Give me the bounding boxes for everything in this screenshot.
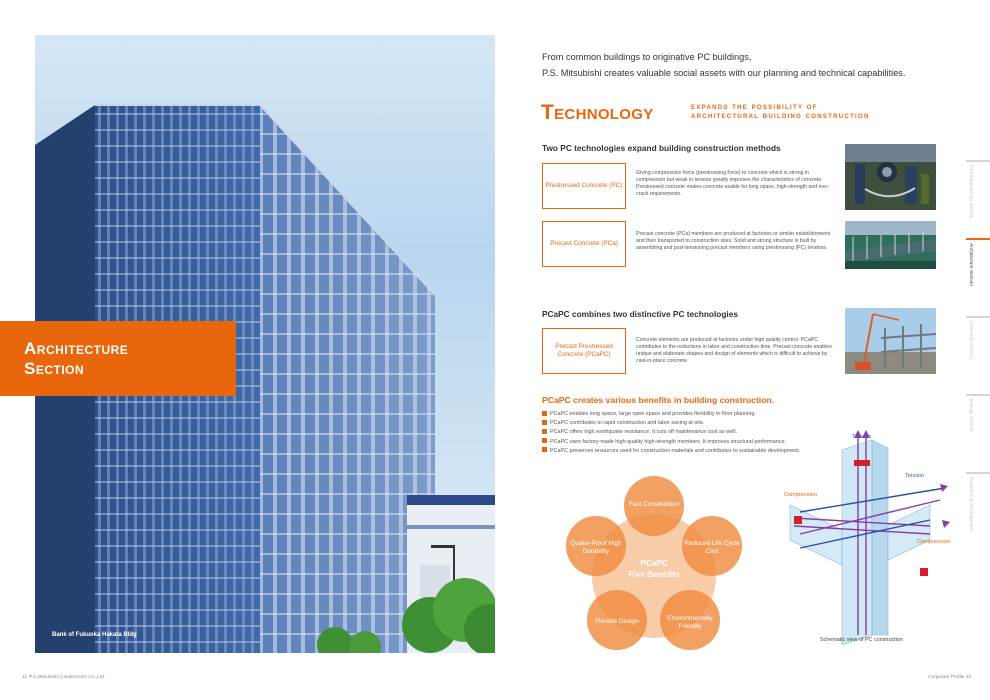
side-tab-architecture[interactable] bbox=[966, 238, 990, 298]
benefits-list bbox=[542, 410, 800, 456]
section-title-line1: Architecture bbox=[24, 339, 129, 358]
side-tab-overseas[interactable] bbox=[966, 316, 990, 376]
pc-description: Giving compression force (prestressing force) to concrete which is strong in compression but weak in tension greatly improves the characteristics of concrete. Prestressed concrete makes concrete usable for long spans, high-strength and non-crack requirements. bbox=[636, 170, 829, 198]
bullet-square-icon bbox=[542, 411, 547, 416]
bullet-square-icon bbox=[542, 438, 547, 443]
bullet-square-icon bbox=[542, 447, 547, 452]
technology-subtitle-line1: expands the possibility of bbox=[691, 102, 818, 111]
side-tab-bar bbox=[966, 394, 990, 396]
benefits-heading: PCaPC creates various benefits in building construction. bbox=[542, 395, 775, 405]
pc-schematic bbox=[780, 430, 955, 645]
section2-heading: PCaPC combines two distinctive PC technologies bbox=[542, 309, 738, 319]
benefits-center-line2: Five Benefits bbox=[628, 570, 680, 580]
label-tension-top: Tension bbox=[852, 434, 872, 440]
intro-line-2: P.S. Mitsubishi creates valuable social assets with our planning and technical capabilities. bbox=[542, 68, 906, 78]
benefit-flexible-design: Flexible Design bbox=[595, 618, 639, 625]
pc-label-box: Prestressed Concrete (PC) bbox=[542, 163, 626, 209]
side-tab-bar bbox=[966, 160, 990, 162]
bullet-square-icon bbox=[542, 420, 547, 425]
benefit-reduced-cost: Reduced Life Cycle Cost bbox=[684, 540, 740, 556]
benefits-center-line1: PCaPC bbox=[640, 559, 668, 568]
side-tab-label: Architecture Section bbox=[968, 243, 973, 286]
footer-left-text: P.S.Mitsubishi Construction Co.,Ltd. bbox=[29, 675, 106, 680]
list-item: PCaPC uses factory-made high-quality high-strength members. It improves structural performance. bbox=[542, 438, 800, 447]
five-benefits-diagram bbox=[560, 470, 780, 660]
footer-right-text: Corporate Profile bbox=[928, 675, 965, 680]
benefit-environment: Environmentally Friendly bbox=[667, 615, 713, 631]
label-compression-right: Compression bbox=[917, 539, 950, 545]
pcapc-label-box: Precast Prestressed Concrete (PCaPC) bbox=[542, 328, 626, 374]
photo-caption: Bank of Fukuoka Hakata Bldg bbox=[52, 632, 137, 638]
list-item: PCaPC contributes to rapid construction and labor saving at site. bbox=[542, 419, 800, 428]
label-compression-left: Compression bbox=[784, 492, 817, 498]
footer-right-page: 12 bbox=[966, 675, 972, 680]
pca-label-box: Precast Concrete (PCa) bbox=[542, 221, 626, 267]
footer-left-page: 11 bbox=[22, 675, 27, 680]
side-tab-bar bbox=[966, 238, 990, 240]
benefits-center bbox=[624, 558, 684, 580]
technology-title: Technology bbox=[541, 101, 654, 124]
benefit-quake-proof: Quake-Proof High Durability bbox=[570, 540, 622, 556]
side-tab-label: Research & Development bbox=[968, 477, 973, 532]
pc-photo bbox=[845, 144, 936, 210]
schematic-caption: Schematic view of PC construction bbox=[820, 637, 903, 643]
section-title-line2: Section bbox=[24, 359, 85, 378]
side-tab-civil[interactable] bbox=[966, 160, 990, 220]
side-tab-energy[interactable] bbox=[966, 394, 990, 454]
section1-heading: Two PC technologies expand building construction methods bbox=[542, 143, 781, 153]
technology-subtitle-line2: architectural building construction bbox=[691, 111, 870, 120]
benefit-fast-construction: Fast Construction bbox=[628, 501, 680, 508]
bullet-square-icon bbox=[542, 429, 547, 434]
list-item: PCaPC preserves resources used for construction materials and contributes to sustainable development. bbox=[542, 447, 800, 456]
list-item: PCaPC offers high earthquake resistance. It cuts off maintenance cost as well. bbox=[542, 428, 800, 437]
pcapc-photo bbox=[845, 308, 936, 374]
section-banner bbox=[0, 321, 236, 396]
intro-line-1: From common buildings to originative PC buildings, bbox=[542, 52, 752, 62]
pca-description: Precast concrete (PCa) members are produced at factories or similar establishments and then transported to construction sites. Solid and strong structure is built by assembling and post-tensioning precast members using prestressing (PC) tendons. bbox=[636, 231, 831, 252]
side-tab-research[interactable] bbox=[966, 472, 990, 552]
pcapc-description: Concrete elements are produced at factories under high quality control. PCaPC contributes to the reductions in labor and construction time. Precast concrete enables unique and elaborate shapes and design of elements which is difficult to achieve by cast-in-place concrete. bbox=[636, 337, 832, 365]
side-tab-label: Civil Engineering Section bbox=[968, 165, 973, 219]
label-tension-right: Tension bbox=[905, 473, 925, 479]
pca-photo bbox=[845, 221, 936, 269]
side-tab-bar bbox=[966, 472, 990, 474]
side-tab-bar bbox=[966, 316, 990, 318]
side-tab-label: Overseas Section bbox=[968, 321, 973, 359]
side-tab-label: Energy Section bbox=[968, 399, 973, 432]
list-item: PCaPC enables long spans, large open space and provides flexibility to floor planning. bbox=[542, 410, 800, 419]
